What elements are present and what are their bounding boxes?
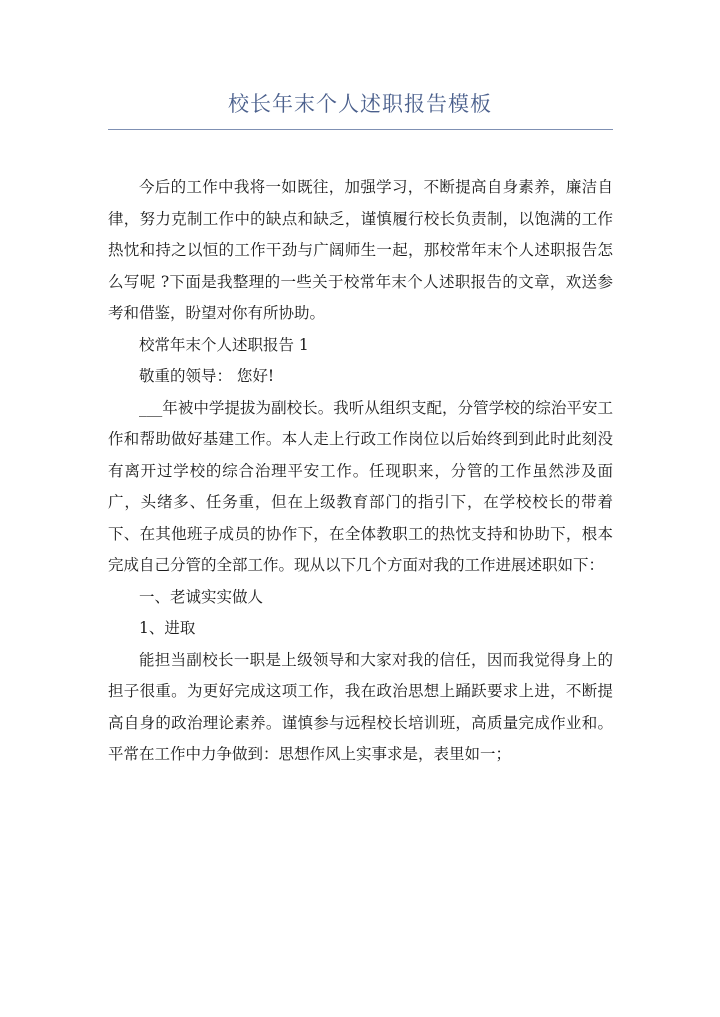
section-heading-1: 一、老诚实实做人 xyxy=(139,587,264,606)
body-paragraph-2: 能担当副校长一职是上级领导和大家对我的信任，因而我觉得身上的担子很重。为更好完成这项工作，我在政治思想上踊跃要求上进，不断提高自身的政治理论素养。谨慎参与远程校长培训班，高质量完成作业和。平常在工作中力争做到：思想作风上实事求是，表里如一； xyxy=(108,650,613,763)
salutation: 敬重的领导： 您好! xyxy=(139,367,275,385)
report-heading: 校常年末个人述职报告 1 xyxy=(139,335,309,354)
body-paragraph-1: ___年被中学提拔为副校长。我听从组织支配，分管学校的综治平安工作和帮助做好基建工作。本人走上行政工作岗位以后始终到到此时此刻没有离开过学校的综合治理平安工作。任现职来，分管的工作虽然涉及面广，头绪多、任务重，但在上级教育部门的指引下，在学校校长的带着下、在其他班子成员的协作下，在全体教职工的热忱支持和协助下，根本完成自己分管的全部工作。现从以下几个方面对我的工作进展述职如下： xyxy=(108,398,613,574)
subsection-heading-1: 1、进取 xyxy=(139,619,196,637)
document-body xyxy=(108,172,613,771)
title-divider xyxy=(108,129,613,130)
document-title: 校长年末个人述职报告模板 xyxy=(228,92,492,116)
intro-paragraph: 今后的工作中我将一如既往，加强学习，不断提高自身素养，廉洁自律，努力克制工作中的缺点和缺乏，谨慎履行校长负责制，以饱满的工作热忱和持之以恒的工作干劲与广阔师生一起，那校常年末个人述职报告怎么写呢 ?下面是我整理的一些关于校常年末个人述职报告的文章，欢送参考和借鉴，盼望对你有所协助。 xyxy=(108,178,613,322)
